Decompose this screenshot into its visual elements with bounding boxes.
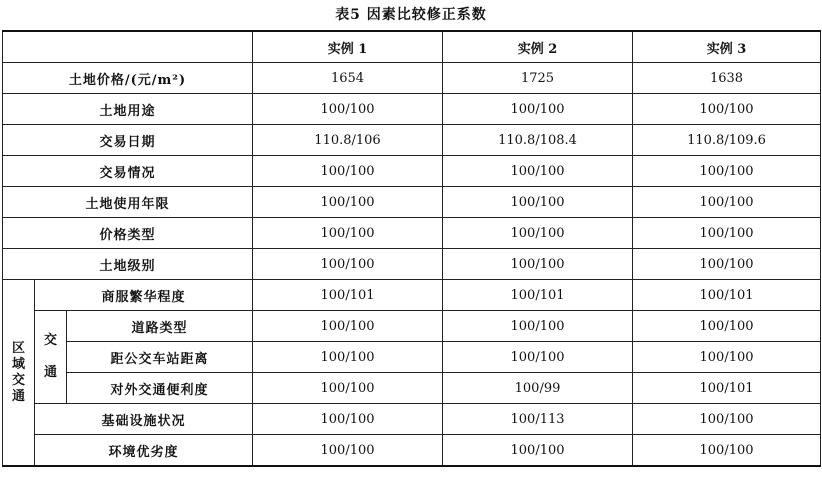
cell-value: 100/100 xyxy=(443,218,633,249)
row-label: 对外交通便利度 xyxy=(67,373,253,404)
header-sample-2: 实例 2 xyxy=(443,31,633,63)
row-label: 环境优劣度 xyxy=(35,435,253,467)
cell-value: 100/100 xyxy=(443,435,633,467)
group-label-char: 域 xyxy=(11,356,25,372)
table-title: 表5 因素比较修正系数 xyxy=(335,7,487,23)
row-label: 土地价格/(元/m²) xyxy=(3,63,253,94)
table-row xyxy=(3,249,821,280)
table-row xyxy=(3,218,821,249)
cell-value: 1725 xyxy=(443,63,633,94)
row-label: 土地级别 xyxy=(3,249,253,280)
table-row xyxy=(3,373,821,404)
cell-value: 1638 xyxy=(633,63,821,94)
table-row xyxy=(3,280,821,311)
cell-value: 100/100 xyxy=(253,311,443,342)
table-row xyxy=(3,156,821,187)
table-row xyxy=(3,404,821,435)
header-blank-cell xyxy=(3,31,253,63)
cell-value: 100/100 xyxy=(443,94,633,125)
table-row xyxy=(3,435,821,467)
row-label: 交易日期 xyxy=(3,125,253,156)
row-label: 土地用途 xyxy=(3,94,253,125)
cell-value: 100/101 xyxy=(633,373,821,404)
cell-value: 100/100 xyxy=(253,187,443,218)
cell-value: 100/113 xyxy=(443,404,633,435)
subgroup-label-char: 通 xyxy=(43,365,57,380)
header-row xyxy=(3,31,821,63)
cell-value: 100/100 xyxy=(443,187,633,218)
group-label-regional-traffic xyxy=(3,280,35,467)
cell-value: 1654 xyxy=(253,63,443,94)
group-label-char: 通 xyxy=(11,388,25,404)
cell-value: 100/100 xyxy=(633,187,821,218)
cell-value: 100/100 xyxy=(633,342,821,373)
row-label: 道路类型 xyxy=(67,311,253,342)
cell-value: 100/100 xyxy=(253,342,443,373)
cell-value: 100/100 xyxy=(633,404,821,435)
table-row xyxy=(3,63,821,94)
row-label: 基础设施状况 xyxy=(35,404,253,435)
table-row xyxy=(3,94,821,125)
table-row xyxy=(3,125,821,156)
cell-value: 100/100 xyxy=(253,94,443,125)
cell-value: 100/101 xyxy=(253,280,443,311)
cell-value: 100/100 xyxy=(253,373,443,404)
group-label-char: 交 xyxy=(11,372,25,388)
group-label-char: 区 xyxy=(11,340,25,356)
cell-value: 110.8/106 xyxy=(253,125,443,156)
cell-value: 100/100 xyxy=(443,311,633,342)
cell-value: 100/100 xyxy=(633,249,821,280)
table-row xyxy=(3,187,821,218)
row-label: 商服繁华程度 xyxy=(35,280,253,311)
row-label: 距公交车站距离 xyxy=(67,342,253,373)
cell-value: 100/100 xyxy=(253,218,443,249)
cell-value: 100/101 xyxy=(443,280,633,311)
cell-value: 100/100 xyxy=(253,249,443,280)
cell-value: 100/101 xyxy=(633,280,821,311)
cell-value: 100/100 xyxy=(633,156,821,187)
table-row xyxy=(3,342,821,373)
cell-value: 110.8/109.6 xyxy=(633,125,821,156)
header-sample-3: 实例 3 xyxy=(633,31,821,63)
cell-value: 100/100 xyxy=(633,94,821,125)
cell-value: 100/100 xyxy=(633,311,821,342)
cell-value: 100/100 xyxy=(633,435,821,467)
cell-value: 100/100 xyxy=(443,342,633,373)
correction-factor-table xyxy=(2,30,821,467)
header-sample-1: 实例 1 xyxy=(253,31,443,63)
row-label: 交易情况 xyxy=(3,156,253,187)
cell-value: 100/99 xyxy=(443,373,633,404)
cell-value: 100/100 xyxy=(253,435,443,467)
row-label: 土地使用年限 xyxy=(3,187,253,218)
subgroup-label-traffic xyxy=(35,311,67,404)
cell-value: 110.8/108.4 xyxy=(443,125,633,156)
row-label: 价格类型 xyxy=(3,218,253,249)
cell-value: 100/100 xyxy=(633,218,821,249)
table-row xyxy=(3,311,821,342)
subgroup-label-char: 交 xyxy=(43,333,57,348)
cell-value: 100/100 xyxy=(443,249,633,280)
cell-value: 100/100 xyxy=(253,404,443,435)
cell-value: 100/100 xyxy=(443,156,633,187)
cell-value: 100/100 xyxy=(253,156,443,187)
